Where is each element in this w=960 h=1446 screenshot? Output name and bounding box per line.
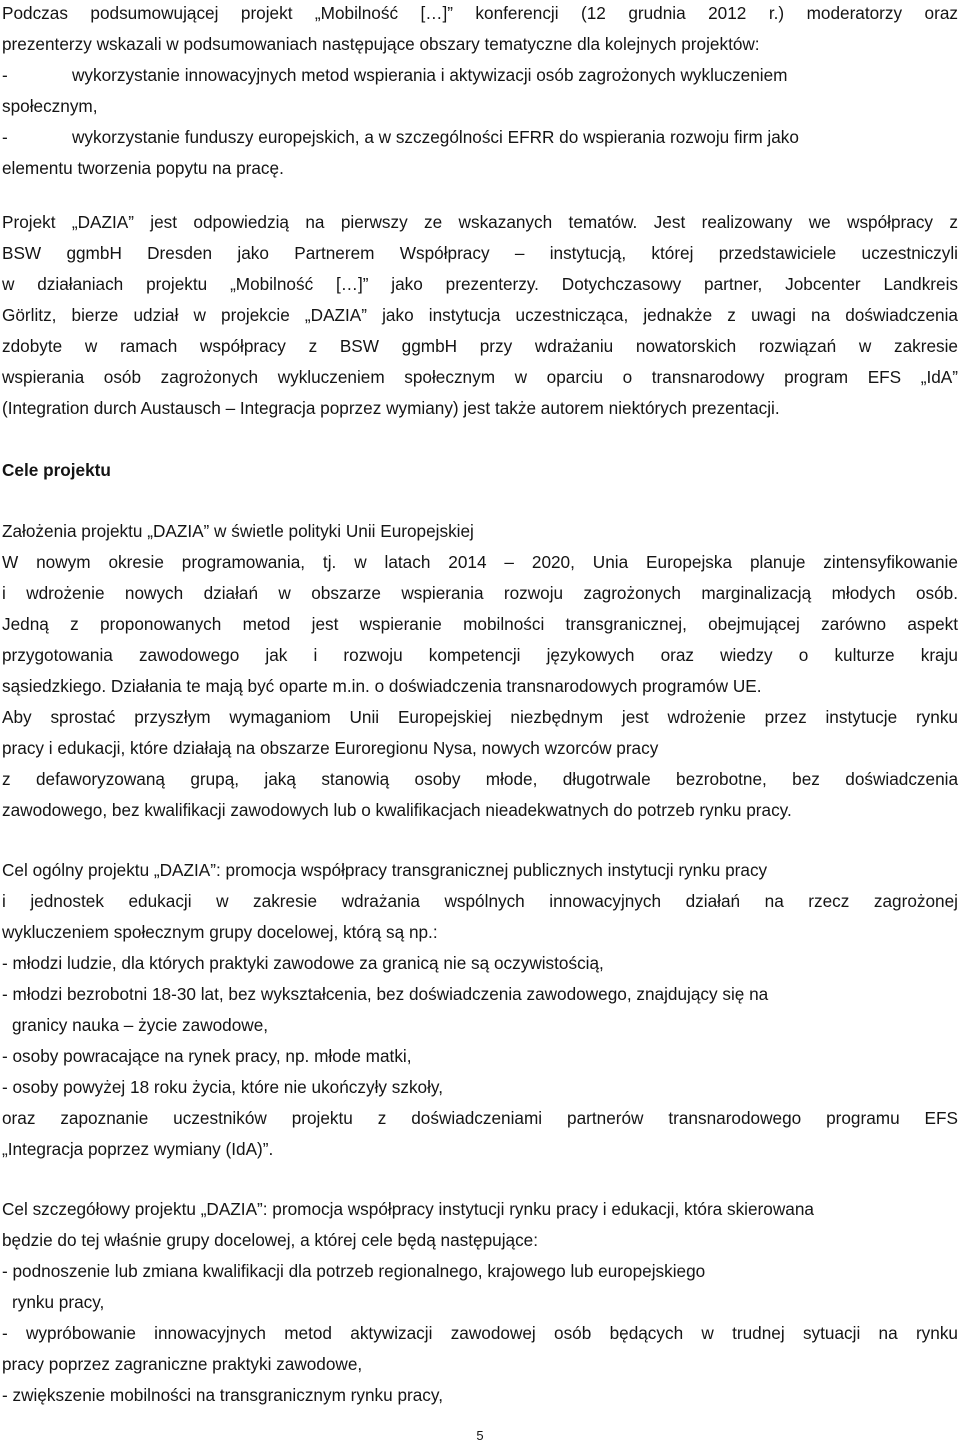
- section-heading: Cele projektu: [2, 460, 111, 480]
- text-line: Görlitz, bierze udział w projekcie „DAZIA” jako instytucja uczestnicząca, jednakże z uwagi na doświadczenia: [2, 305, 958, 325]
- text-line: Podczas podsumowującej projekt „Mobilność […]” konferencji (12 grudnia 2012 r.) moderatorzy oraz: [2, 3, 958, 23]
- bullet-text: wykorzystanie funduszy europejskich, a w szczególności EFRR do wspierania rozwoju firm jako: [72, 127, 799, 147]
- subsection-title: Założenia projektu „DAZIA” w świetle polityki Unii Europejskiej: [2, 521, 474, 541]
- text-line: zawodowego, bez kwalifikacji zawodowych lub o kwalifikacjach nieadekwatnych do potrzeb rynku pracy.: [2, 800, 792, 820]
- text-line: przygotowania zawodowego jak i rozwoju kompetencji językowych oraz wiedzy o kulturze kraju: [2, 645, 958, 665]
- text-line: w działaniach projektu „Mobilność […]” jako prezenterzy. Dotychczasowy partner, Jobcenter Landkreis: [2, 274, 958, 294]
- bullet-text: wykorzystanie innowacyjnych metod wspierania i aktywizacji osób zagrożonych wykluczeniem: [72, 65, 788, 85]
- text-line: prezenterzy wskazali w podsumowaniach następujące obszary tematyczne dla kolejnych projektów:: [2, 34, 760, 54]
- text-line: „Integracja poprzez wymiany (IdA)”.: [2, 1139, 274, 1159]
- bullet-dash: -: [2, 127, 8, 147]
- text-line: (Integration durch Austausch – Integracja poprzez wymiany) jest także autorem niektórych prezentacji.: [2, 398, 780, 418]
- bullet-dash: -: [2, 65, 8, 85]
- text-line: Cel ogólny projektu „DAZIA”: promocja współpracy transgranicznej publicznych instytucji rynku pracy: [2, 860, 768, 880]
- page-number: 5: [476, 1428, 484, 1443]
- text-line: Cel szczegółowy projektu „DAZIA”: promocja współpracy instytucji rynku pracy i edukacji, która skierowana: [2, 1199, 814, 1219]
- text-line: BSW ggmbH Dresden jako Partnerem Współpracy – instytucją, której przedstawiciele uczestniczyli: [2, 243, 958, 263]
- text-line: wykluczeniem społecznym grupy docelowej, którą są np.:: [2, 922, 438, 942]
- list-item: - wypróbowanie innowacyjnych metod aktywizacji zawodowej osób będących w trudnej sytuacji na rynku: [2, 1323, 958, 1343]
- text-line: i jednostek edukacji w zakresie wdrażania wspólnych innowacyjnych działań na rzecz zagrożonej: [2, 891, 958, 911]
- text-line: pracy i edukacji, które działają na obszarze Euroregionu Nysa, nowych wzorców pracy: [2, 738, 659, 758]
- list-item-continuation: granicy nauka – życie zawodowe,: [12, 1015, 269, 1035]
- text-line: wspierania osób zagrożonych wykluczeniem społecznym w oparciu o transnarodowy program EFS „IdA”: [2, 367, 958, 387]
- text-line: oraz zapoznanie uczestników projektu z doświadczeniami partnerów transnarodowego programu EFS: [2, 1108, 958, 1128]
- list-item-continuation: pracy poprzez zagraniczne praktyki zawodowe,: [2, 1354, 363, 1374]
- text-line: z defaworyzowaną grupą, jaką stanowią osoby młode, długotrwale bezrobotne, bez doświadczenia: [2, 769, 958, 789]
- list-item: - młodzi bezrobotni 18-30 lat, bez wykształcenia, bez doświadczenia zawodowego, znajdujący się na: [2, 984, 769, 1004]
- text-line: i wdrożenie nowych działań w obszarze wspierania rozwoju zagrożonych marginalizacją młodych osób.: [2, 583, 958, 603]
- text-line: Projekt „DAZIA” jest odpowiedzią na pierwszy ze wskazanych tematów. Jest realizowany we współpracy z: [2, 212, 958, 232]
- list-item: - osoby powracające na rynek pracy, np. młode matki,: [2, 1046, 412, 1066]
- list-item: - osoby powyżej 18 roku życia, które nie ukończyły szkoły,: [2, 1077, 444, 1097]
- text-line: zdobyte w ramach współpracy z BSW ggmbH przy wdrażaniu nowatorskich rozwiązań w zakresie: [2, 336, 958, 356]
- bullet-item: [2, 62, 958, 88]
- text-line: społecznym,: [2, 96, 98, 116]
- text-line: będzie do tej właśnie grupy docelowej, a której cele będą następujące:: [2, 1230, 539, 1250]
- text-line: W nowym okresie programowania, tj. w latach 2014 – 2020, Unia Europejska planuje zintensyfikowanie: [2, 552, 958, 572]
- text-line: elementu tworzenia popytu na pracę.: [2, 158, 284, 178]
- text-line: Jedną z proponowanych metod jest wspieranie mobilności transgranicznej, obejmującej zarówno aspekt: [2, 614, 958, 634]
- text-line: Aby sprostać przyszłym wymaganiom Unii Europejskiej niezbędnym jest wdrożenie przez instytucje rynku: [2, 707, 958, 727]
- list-item-continuation: rynku pracy,: [12, 1292, 105, 1312]
- list-item: - młodzi ludzie, dla których praktyki zawodowe za granicą nie są oczywistością,: [2, 953, 604, 973]
- list-item: - podnoszenie lub zmiana kwalifikacji dla potrzeb regionalnego, krajowego lub europejskiego: [2, 1261, 706, 1281]
- bullet-item: [2, 124, 958, 150]
- text-line: sąsiedzkiego. Działania te mają być oparte m.in. o doświadczenia transnarodowych programów UE.: [2, 676, 762, 696]
- list-item: - zwiększenie mobilności na transgranicznym rynku pracy,: [2, 1385, 443, 1405]
